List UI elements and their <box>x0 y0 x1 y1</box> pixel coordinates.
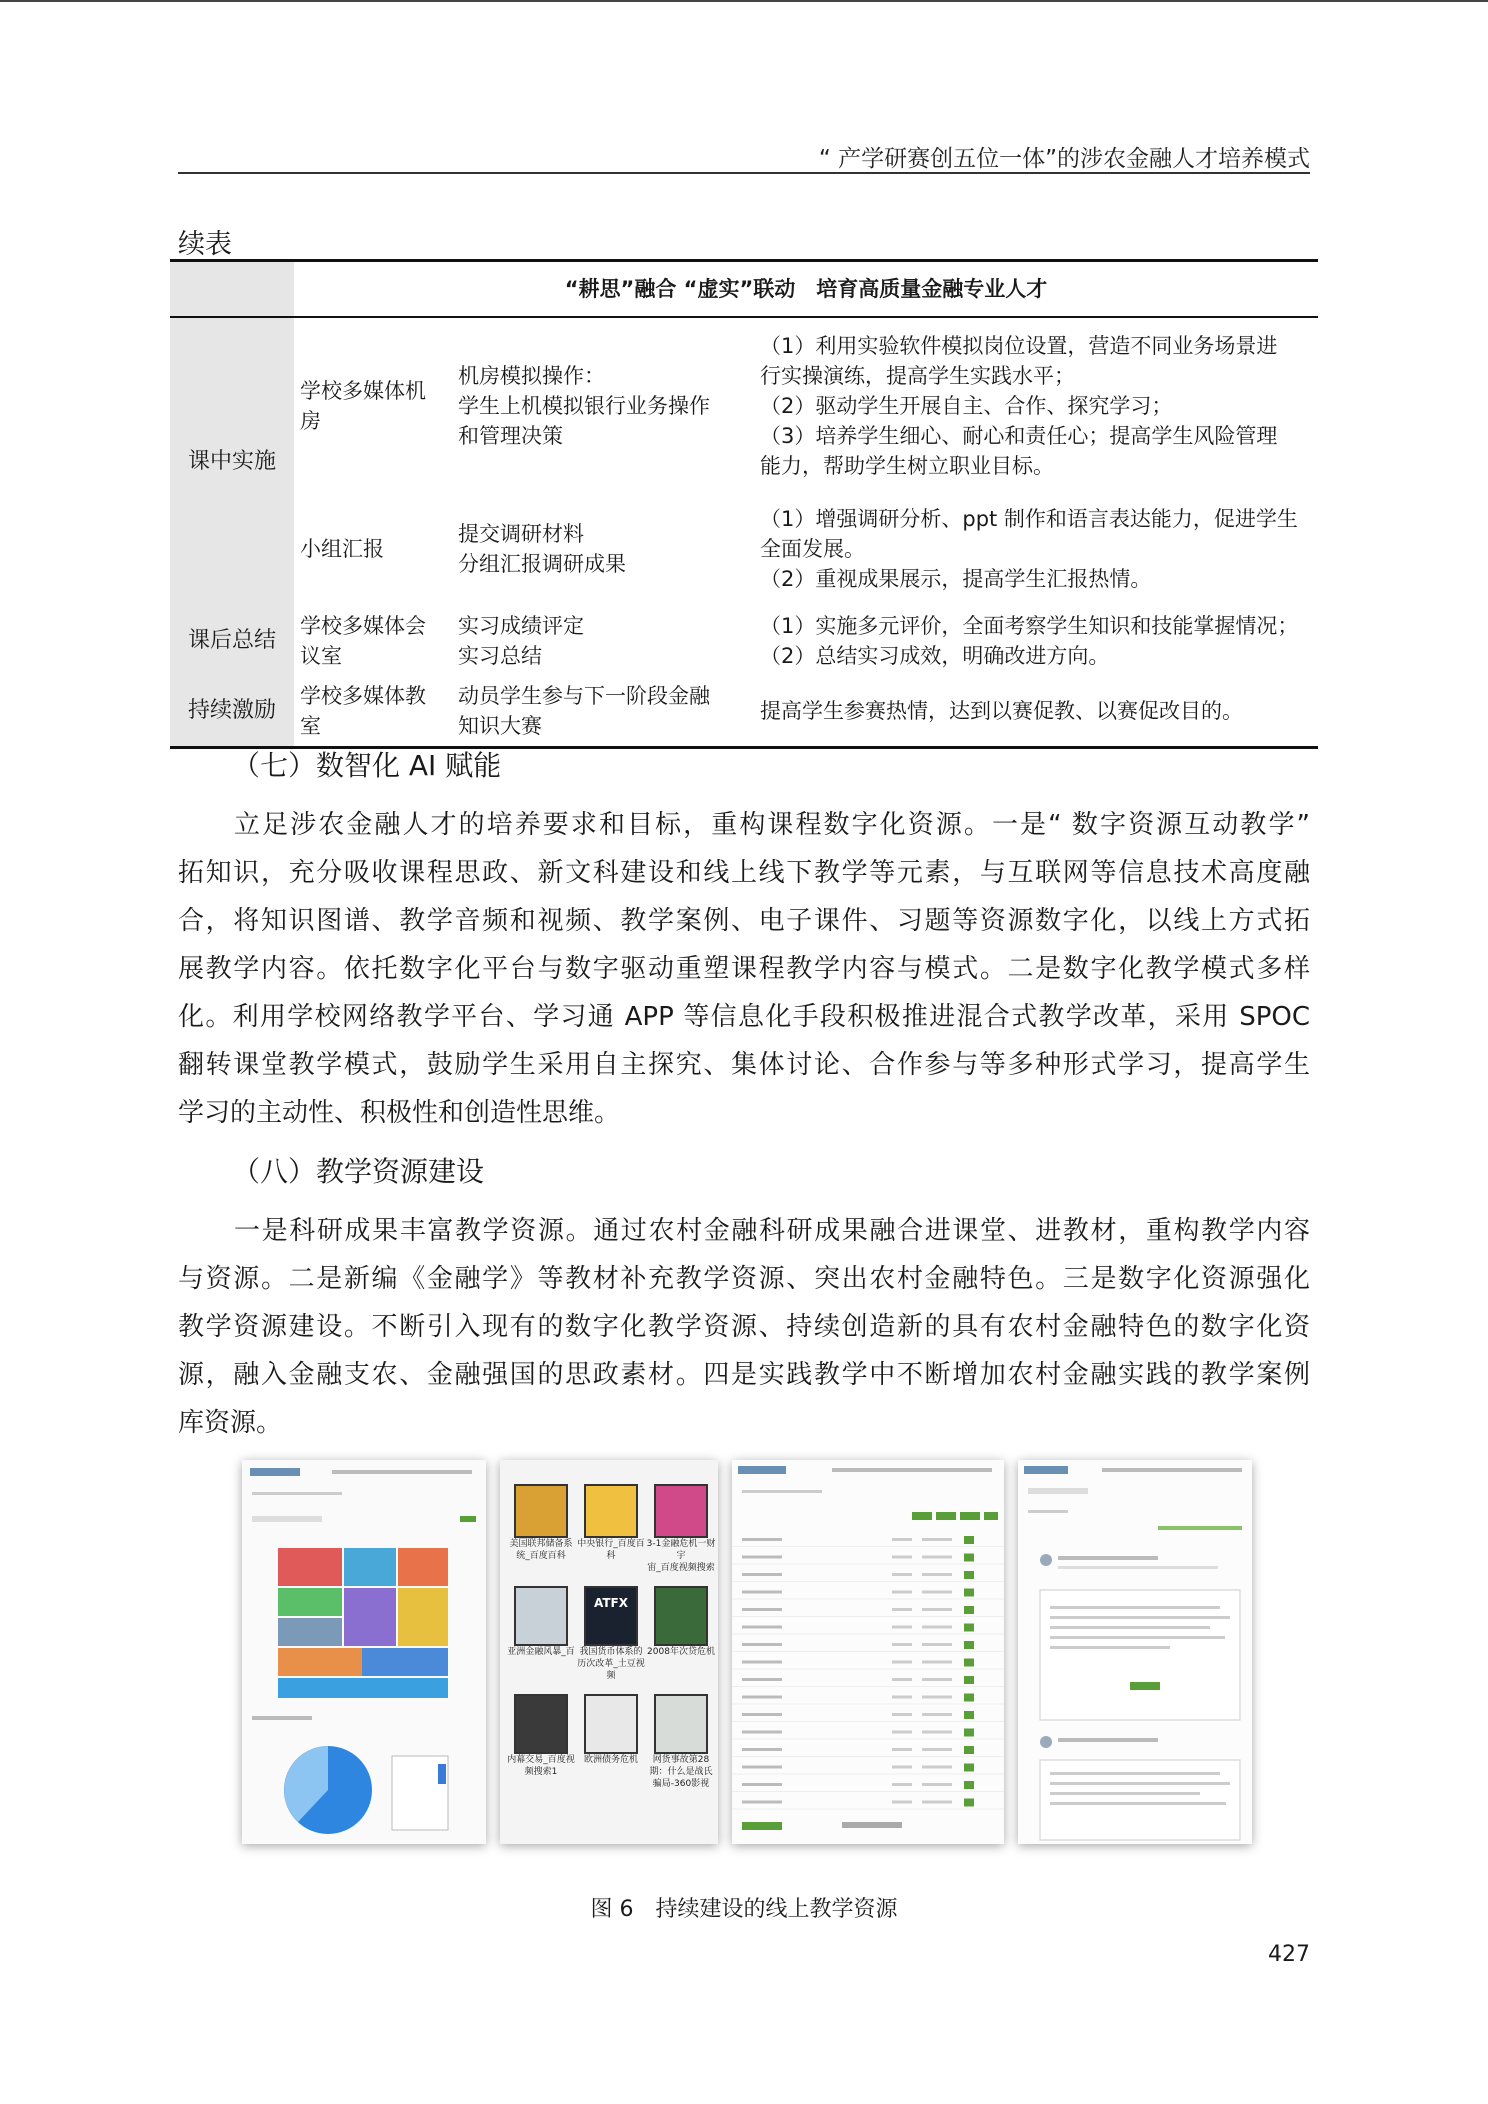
figure-caption: 图 6 持续建设的线上教学资源 <box>590 1897 898 1922</box>
list-row-mark <box>742 1731 782 1734</box>
list-row-mark <box>964 1694 974 1702</box>
list-row-mark <box>892 1556 912 1559</box>
list-row-mark <box>964 1624 974 1632</box>
video-item: ATFX 我国货币体系的 历次改革_土豆视 频 <box>576 1586 646 1682</box>
list-row-mark <box>892 1573 912 1576</box>
list-row-mark <box>742 1678 782 1681</box>
table-row <box>170 605 1318 677</box>
activity-cell: 机房模拟操作： 学生上机模拟银行业务操作 和管理决策 <box>458 363 710 448</box>
section-heading: （七）数智化 AI 赋能 <box>232 749 502 782</box>
video-grid <box>506 1484 718 1790</box>
list-row-mark <box>922 1696 952 1699</box>
list-row-mark <box>742 1573 782 1576</box>
list-row-mark <box>964 1536 974 1544</box>
video-item: 欧洲债务危机 <box>576 1694 646 1790</box>
list-row-mark <box>742 1626 782 1629</box>
location-cell: 学校多媒体机 房 <box>300 378 426 433</box>
list-row-mark <box>964 1764 974 1772</box>
list-row-mark <box>732 1756 1004 1757</box>
video-item: 中央银行_百度百 科 <box>576 1484 646 1574</box>
list-row-mark <box>964 1781 974 1789</box>
list-row-mark <box>742 1713 782 1716</box>
table-row <box>170 493 1318 605</box>
list-row-mark <box>892 1731 912 1734</box>
discussion-thumbnail <box>1018 1460 1252 1844</box>
teaching-plan-table <box>170 259 1318 749</box>
video-thumbnail <box>514 1484 568 1538</box>
list-row-mark <box>892 1643 912 1646</box>
video-item: 2008年次贷危机 <box>646 1586 716 1682</box>
section-heading: （八）教学资源建设 <box>232 1155 485 1188</box>
list-row-mark <box>732 1616 1004 1617</box>
top-border <box>0 0 1488 2</box>
list-row-mark <box>732 1564 1004 1565</box>
list-row-mark <box>742 1783 782 1786</box>
video-item: 内幕交易_百度视 频搜索1 <box>506 1694 576 1790</box>
list-row-mark <box>922 1591 952 1594</box>
list-row-mark <box>892 1713 912 1716</box>
video-item: 网货事故第28 期：什么是战氏 骗局-360影视 <box>646 1694 716 1790</box>
list-row-mark <box>892 1678 912 1681</box>
goal-cell: （1）实施多元评价，全面考察学生知识和技能掌握情况； （2）总结实习成效，明确改进方向。 <box>760 614 1299 668</box>
dashboard-screenshot <box>242 1460 486 1844</box>
list-row-mark <box>742 1696 782 1699</box>
list-row-mark <box>892 1591 912 1594</box>
list-row-mark <box>732 1774 1004 1775</box>
video-grid-screenshot <box>500 1460 718 1844</box>
table-row <box>170 677 1318 747</box>
list-row-mark <box>964 1799 974 1807</box>
list-row-mark <box>742 1661 782 1664</box>
list-row-mark <box>742 1766 782 1769</box>
section-paragraph: 立足涉农金融人才的培养要求和目标，重构课程数字化资源。一是“ 数字资源互动教学” 拓知识，充分吸收课程思政、新文科建设和线上线下教学等元素，与互联网等信息技术高度融 合，将知识图谱、教学音频和视频、教学案例、电子课件、习题等资源数字化，以线上方式拓 展教学内容。依托数字化平台与数字驱动重塑课程教学内容与模式。二是数字化教学模式多样 化。利用学校网络教学平台、学习通 APP 等信息化手段积极推进混合式教学改革，采用 SPOC 翻转课堂教学模式，鼓励学生采用自主探究、集体讨论、合作参与等多种形式学习，提高学生 学习的主动性、积极性和创造性思维。 <box>178 810 1310 1128</box>
goal-cell: （1）利用实验软件模拟岗位设置，营造不同业务场景进 行实操演练，提高学生实践水平； （2）驱动学生开展自主、合作、探究学习； （3）培养学生细心、耐心和责任心；提高学生风险管理 能力，帮助学生树立职业目标。 <box>760 333 1278 478</box>
list-row-mark <box>742 1643 782 1646</box>
list-row-mark <box>892 1661 912 1664</box>
list-row-mark <box>922 1626 952 1629</box>
video-item: 美国联邦储备系 统_百度百科 <box>506 1484 576 1574</box>
list-row-mark <box>892 1766 912 1769</box>
list-row-mark <box>732 1669 1004 1670</box>
activity-cell: 提交调研材料 分组汇报调研成果 <box>458 522 626 576</box>
list-row-mark <box>922 1573 952 1576</box>
stage-cell: 课中实施 <box>170 317 294 605</box>
resource-list-screenshot <box>732 1460 1004 1844</box>
list-row-mark <box>964 1554 974 1562</box>
section-paragraph: 一是科研成果丰富教学资源。通过农村金融科研成果融合进课堂、进教材，重构教学内容 与资源。二是新编《金融学》等教材补充教学资源、突出农村金融特色。三是数字化资源强化 教学资源建设。不断引入现有的数字化教学资源、持续创造新的具有农村金融特色的数字化资 源，融入金融支农、金融强国的思政素材。四是实践教学中不断增加农村金融实践的教学案例 库资源。 <box>178 1216 1310 1438</box>
list-row-mark <box>964 1746 974 1754</box>
list-row-mark <box>922 1608 952 1611</box>
discussion-screenshot <box>1018 1460 1252 1844</box>
video-item: 亚洲金融风暴_百 <box>506 1586 576 1682</box>
location-cell: 学校多媒体教 室 <box>294 677 452 747</box>
activity-cell: 实习成绩评定 实习总结 <box>458 614 584 668</box>
goal-cell: （1）增强调研分析、ppt 制作和语言表达能力，促进学生 全面发展。 （2）重视成果展示，提高学生汇报热情。 <box>760 507 1298 591</box>
list-row-mark <box>742 1591 782 1594</box>
list-row-mark <box>732 1791 1004 1792</box>
goal-cell: 提高学生参赛热情，达到以赛促教、以赛促改目的。 <box>754 677 1318 747</box>
stage-cell: 持续激励 <box>170 677 294 747</box>
list-row-mark <box>922 1748 952 1751</box>
video-thumbnail <box>514 1586 568 1646</box>
video-item: 3-1金融危机一财宇 宙_百度视频搜索 <box>646 1484 716 1574</box>
list-row-mark <box>742 1748 782 1751</box>
video-thumbnail <box>514 1694 568 1754</box>
location-cell: 小组汇报 <box>300 537 384 561</box>
list-row-mark <box>892 1783 912 1786</box>
list-row-mark <box>964 1606 974 1614</box>
list-row-mark <box>922 1713 952 1716</box>
list-row-mark <box>964 1589 974 1597</box>
activity-cell: 动员学生参与下一阶段金融 知识大赛 <box>452 677 754 747</box>
atfx-thumbnail: ATFX <box>584 1586 638 1646</box>
dashboard-thumbnail <box>242 1460 486 1844</box>
list-row-mark <box>732 1581 1004 1582</box>
list-row-mark <box>892 1801 912 1804</box>
table-row <box>170 317 1318 493</box>
list-row-mark <box>732 1739 1004 1740</box>
list-row-mark <box>922 1731 952 1734</box>
location-cell: 学校多媒体会 议室 <box>300 614 426 668</box>
list-row-mark <box>892 1748 912 1751</box>
list-row-mark <box>922 1783 952 1786</box>
list-row-mark <box>922 1766 952 1769</box>
list-row-mark <box>964 1711 974 1719</box>
video-thumbnail <box>584 1694 638 1754</box>
list-row-mark <box>732 1651 1004 1652</box>
list-row-mark <box>892 1696 912 1699</box>
list-row-mark <box>732 1809 1004 1810</box>
list-row-mark <box>892 1608 912 1611</box>
video-thumbnail <box>654 1586 708 1646</box>
table-continued-label: 续表 <box>178 229 232 260</box>
list-row-mark <box>742 1801 782 1804</box>
page-number: 427 <box>1268 1942 1310 1967</box>
list-row-mark <box>892 1538 912 1541</box>
list-row-mark <box>922 1678 952 1681</box>
list-row-mark <box>732 1721 1004 1722</box>
list-row-mark <box>922 1801 952 1804</box>
list-row-mark <box>742 1556 782 1559</box>
video-thumbnail <box>654 1484 708 1538</box>
table-title: “耕思”融合 “虚实”联动 培育高质量金融专业人才 <box>294 261 1318 318</box>
list-row-mark <box>742 1538 782 1541</box>
list-row-mark <box>892 1626 912 1629</box>
header-rule <box>178 172 1310 174</box>
list-row-mark <box>964 1571 974 1579</box>
video-thumbnail <box>584 1484 638 1538</box>
resource-list-thumbnail <box>732 1460 1004 1844</box>
list-row-mark <box>964 1659 974 1667</box>
table-header-blank <box>170 261 294 318</box>
stage-cell: 课后总结 <box>170 605 294 677</box>
video-thumbnail <box>654 1694 708 1754</box>
list-row-mark <box>922 1643 952 1646</box>
list-row-mark <box>922 1556 952 1559</box>
table-header-row <box>170 261 1318 318</box>
list-row-mark <box>964 1641 974 1649</box>
list-row-mark <box>732 1599 1004 1600</box>
list-row-mark <box>732 1634 1004 1635</box>
running-title: “ 产学研赛创五位一体”的涉农金融人才培养模式 <box>818 146 1310 172</box>
list-row-mark <box>742 1608 782 1611</box>
list-row-mark <box>964 1676 974 1684</box>
list-row-mark <box>964 1729 974 1737</box>
list-row-mark <box>922 1661 952 1664</box>
list-row-mark <box>732 1704 1004 1705</box>
list-row-mark <box>732 1686 1004 1687</box>
list-row-mark <box>732 1546 1004 1547</box>
list-row-mark <box>922 1538 952 1541</box>
